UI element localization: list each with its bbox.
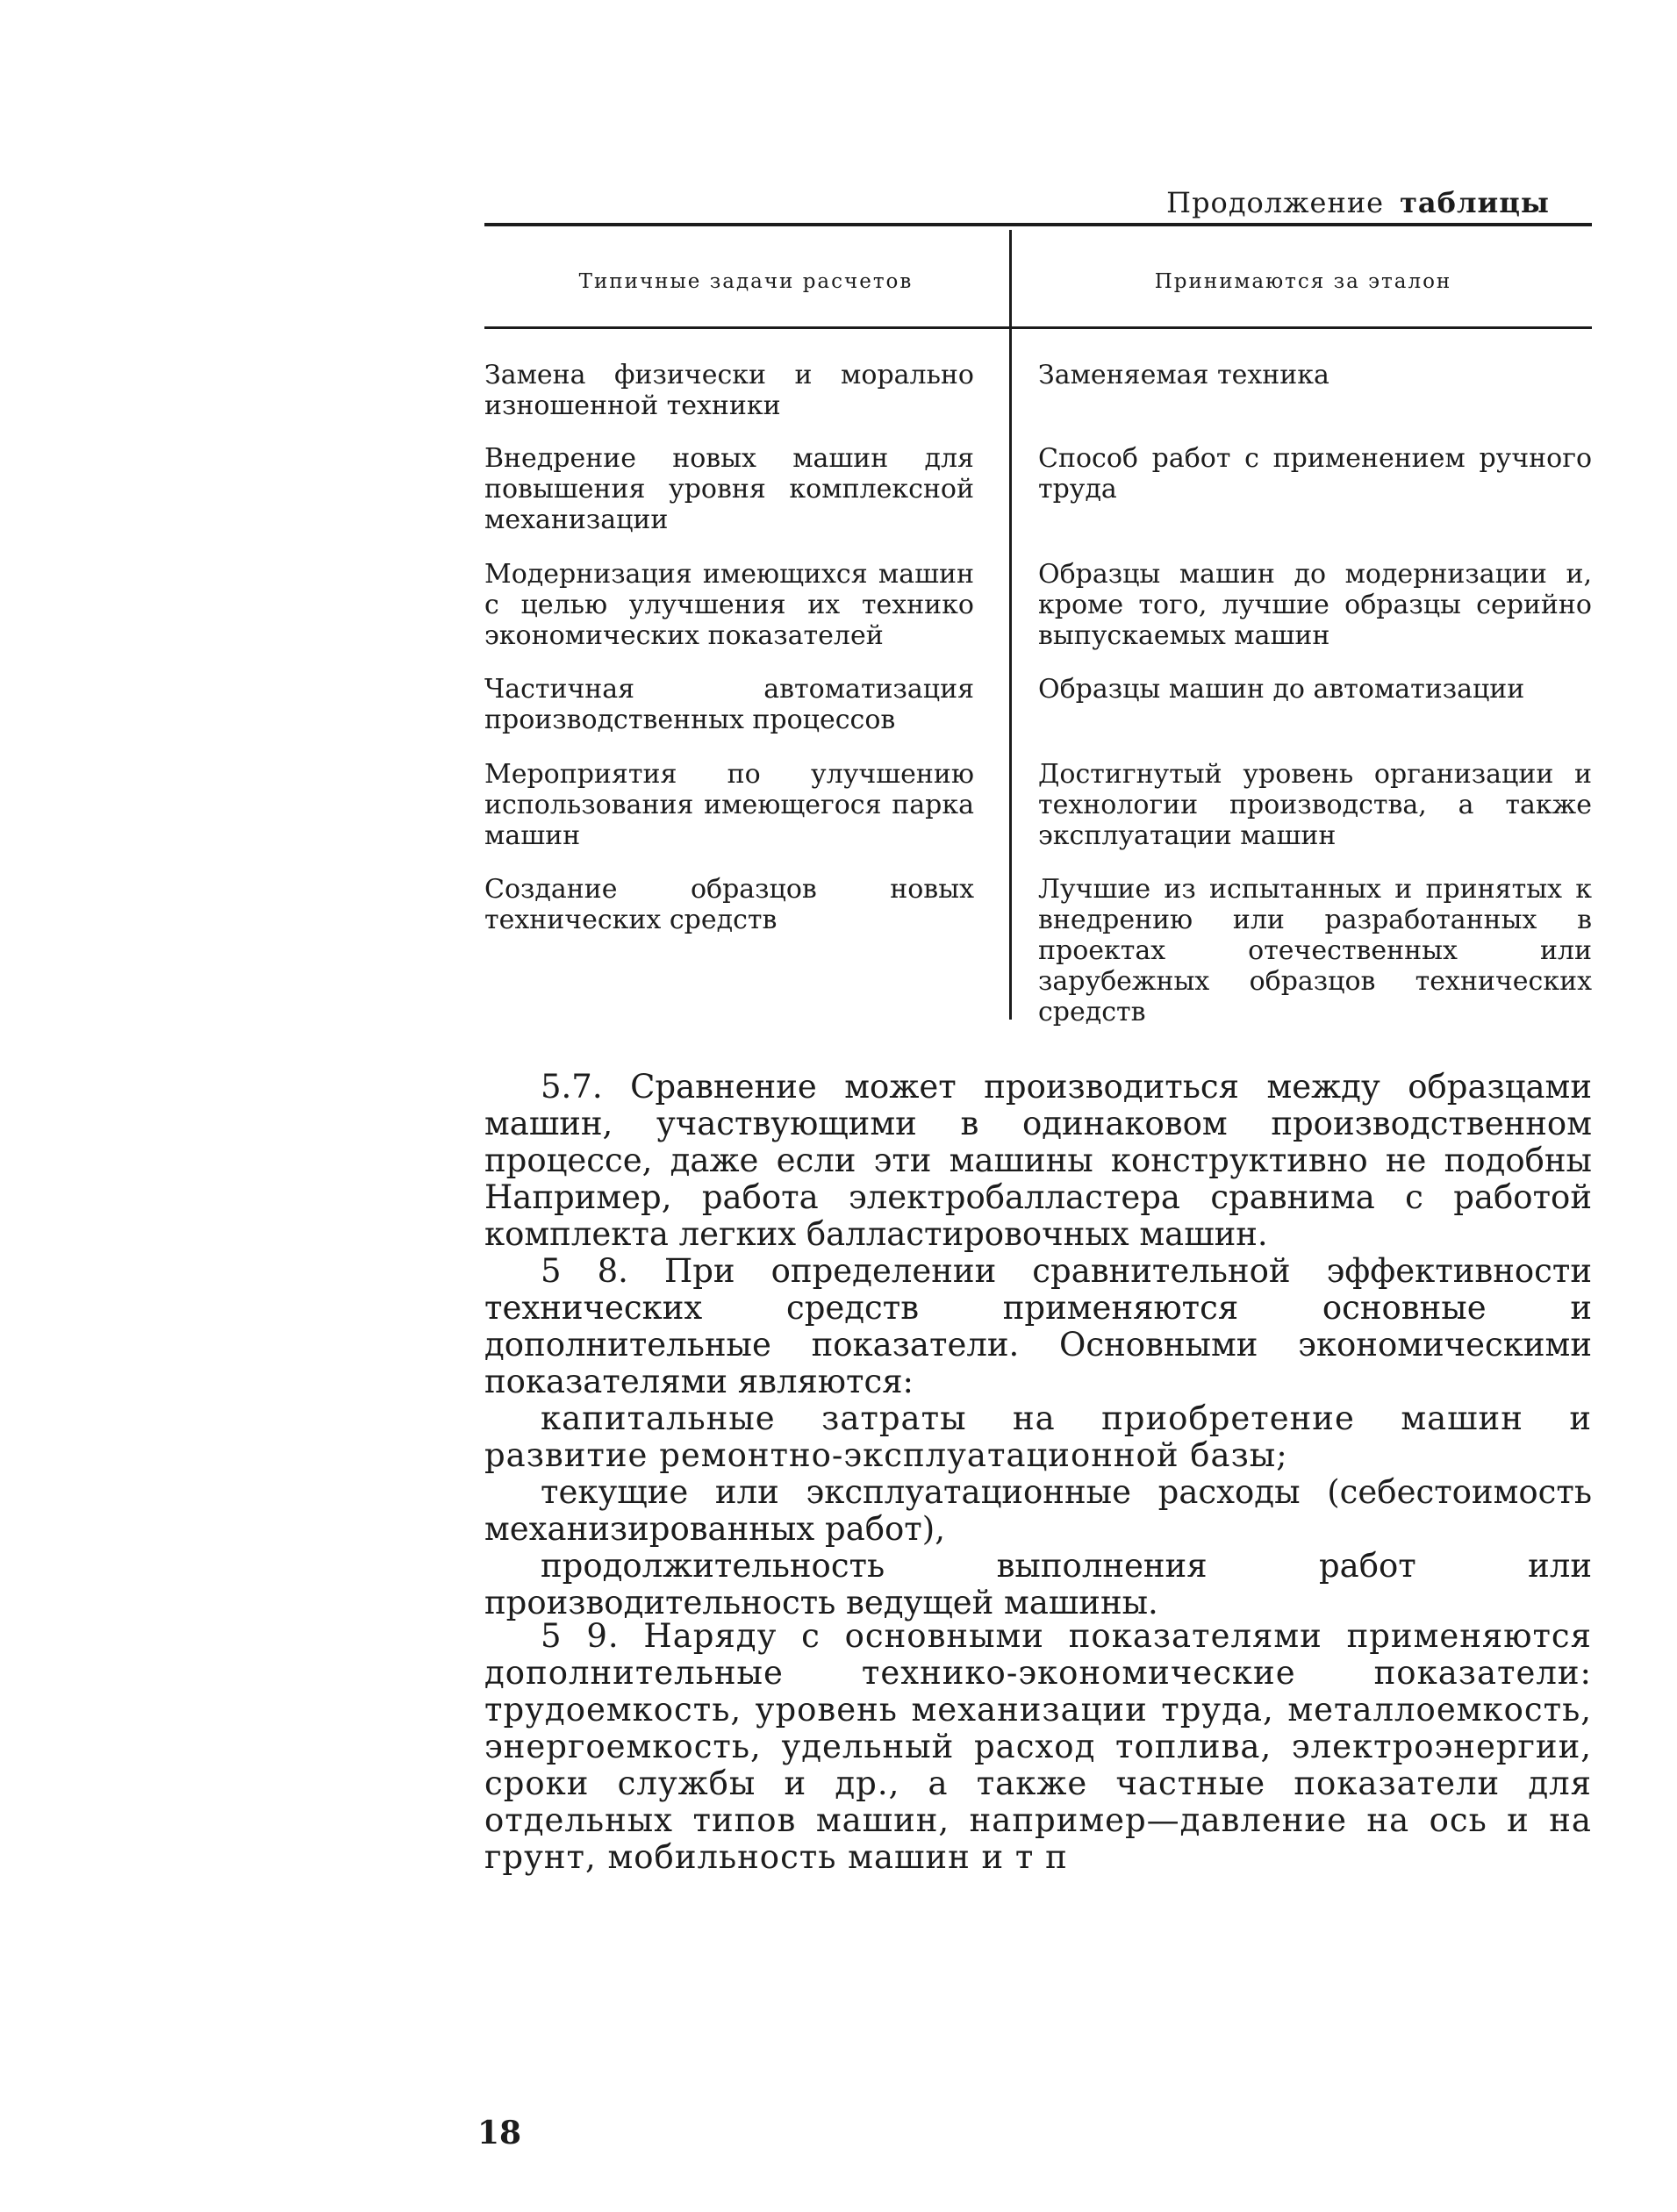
- paragraph-5-7-block: [484, 1069, 1592, 1253]
- table-row-task: Создание образцов новых технических средств: [484, 874, 974, 935]
- header-standard: Принимаются за эталон: [1154, 270, 1452, 293]
- table-row-task: Частичная автоматизация производственных процессов: [484, 674, 974, 735]
- table-continuation-label: [1166, 186, 1550, 219]
- table-row-task: Модернизация имеющихся машин с целью улучшения их технико экономических показателей: [484, 559, 974, 651]
- table-row-task: Внедрение новых машин для повышения уровня комплексной механизации: [484, 443, 974, 535]
- list-item-capital-costs: капитальные затраты на приобретение машин и развитие ремонтно-эксплуатационной базы;: [484, 1400, 1592, 1474]
- table-row-standard: Лучшие из испытанных и принятых к внедрению или разработанных в проектах отечественных или зарубежных образцов технических средств: [1038, 874, 1592, 1027]
- table-column-divider: [1009, 230, 1012, 1020]
- paragraph-5-7: 5.7. Сравнение может производиться между образцами машин, участвующими в одинаковом производственном процессе, даже если эти машины конструктивно не подобны Например, работа электробалластера сравнима с работой комплекта легких балластировочных машин.: [484, 1068, 1592, 1253]
- table-row-task: Замена физически и морально изношенной техники: [484, 360, 974, 421]
- continuation-word: Продолжение: [1166, 186, 1385, 219]
- table-top-rule: [484, 223, 1592, 226]
- table-row-standard: Заменяемая техника: [1038, 360, 1329, 390]
- paragraph-5-9-block: [484, 1618, 1592, 1876]
- list-item-operating-costs: текущие или эксплуатационные расходы (себестоимость механизированных работ),: [484, 1473, 1592, 1548]
- continuation-table-word: таблицы: [1400, 186, 1550, 219]
- page-number: 18: [477, 2115, 522, 2151]
- table-row-task: Мероприятия по улучшению использования имеющегося парка машин: [484, 759, 974, 851]
- header-tasks: Типичные задачи расчетов: [578, 270, 914, 293]
- paragraph-5-8-block: [484, 1253, 1592, 1621]
- table-row-standard: Образцы машин до автоматизации: [1038, 674, 1525, 705]
- table-row-standard: Способ работ с применением ручного труда: [1038, 443, 1592, 505]
- list-item-duration: продолжительность выполнения работ или производительность ведущей машины.: [484, 1547, 1592, 1621]
- table-row-standard: Достигнутый уровень организации и технологии производства, а также эксплуатации машин: [1038, 759, 1592, 851]
- table-header-rule: [484, 326, 1592, 329]
- table-row-standard: Образцы машин до модернизации и, кроме того, лучшие образцы серийно выпускаемых машин: [1038, 559, 1592, 651]
- paragraph-5-9: 5 9. Наряду с основными показателями применяются дополнительные технико-экономические показатели: трудоемкость, уровень механизации труда, металлоемкость, энергоемкость, удельный расход топлива, электроэнергии, сроки службы и др., а также частные показатели для отдельных типов машин, например—давление на ось и на грунт, мобильность машин и т п: [484, 1617, 1592, 1876]
- paragraph-5-8: 5 8. При определении сравнительной эффективности технических средств применяются основные и дополнительные показатели. Основными экономическими показателями являются:: [484, 1252, 1592, 1400]
